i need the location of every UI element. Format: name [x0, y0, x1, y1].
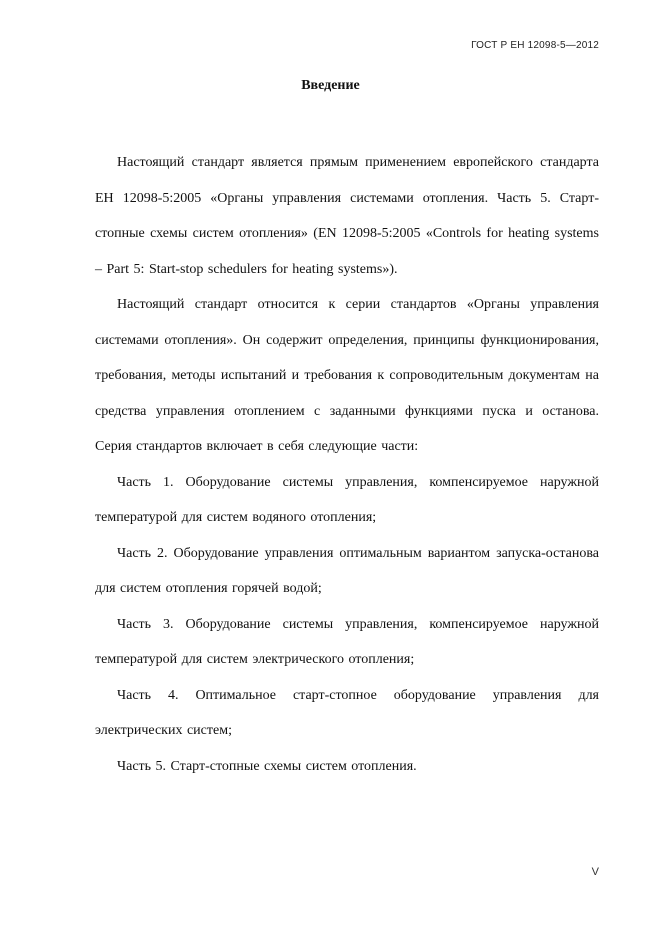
list-item-part-4: Часть 4. Оптимальное старт-стопное оборудование управления для электрических систем; — [95, 687, 599, 738]
paragraph-intro: Настоящий стандарт является прямым применением европейского стандарта ЕН 12098-5:2005 «Органы управления системами отопления. Часть 5. Старт-стопные схемы систем отопления» (EN 12098-5:2005 «Controls for heating systems – Part 5: Start-stop schedulers for heating systems»). — [95, 155, 599, 277]
section-title: Введение — [301, 78, 360, 93]
list-item-part-2: Часть 2. Оборудование управления оптимальным вариантом запуска-останова для систем отопления горячей водой; — [95, 545, 599, 596]
list-item-part-5: Часть 5. Старт-стопные схемы систем отопления. — [117, 758, 417, 774]
page-number: V — [591, 866, 599, 878]
standard-code-header: ГОСТ Р ЕН 12098-5—2012 — [471, 40, 599, 51]
body-text — [95, 145, 599, 784]
paragraph-series: Настоящий стандарт относится к серии стандартов «Органы управления системами отопления». Он содержит определения, принципы функционирования, требования, методы испытаний и требования к сопроводительным документам на средства управления отоплением с заданными функциями пуска и останова. Серия стандартов включает в себя следующие части: — [95, 297, 599, 454]
list-item-part-3: Часть 3. Оборудование системы управления, компенсируемое наружной температурой для систем электрического отопления; — [95, 616, 599, 667]
list-item-part-1: Часть 1. Оборудование системы управления, компенсируемое наружной температурой для систем водяного отопления; — [95, 474, 599, 525]
